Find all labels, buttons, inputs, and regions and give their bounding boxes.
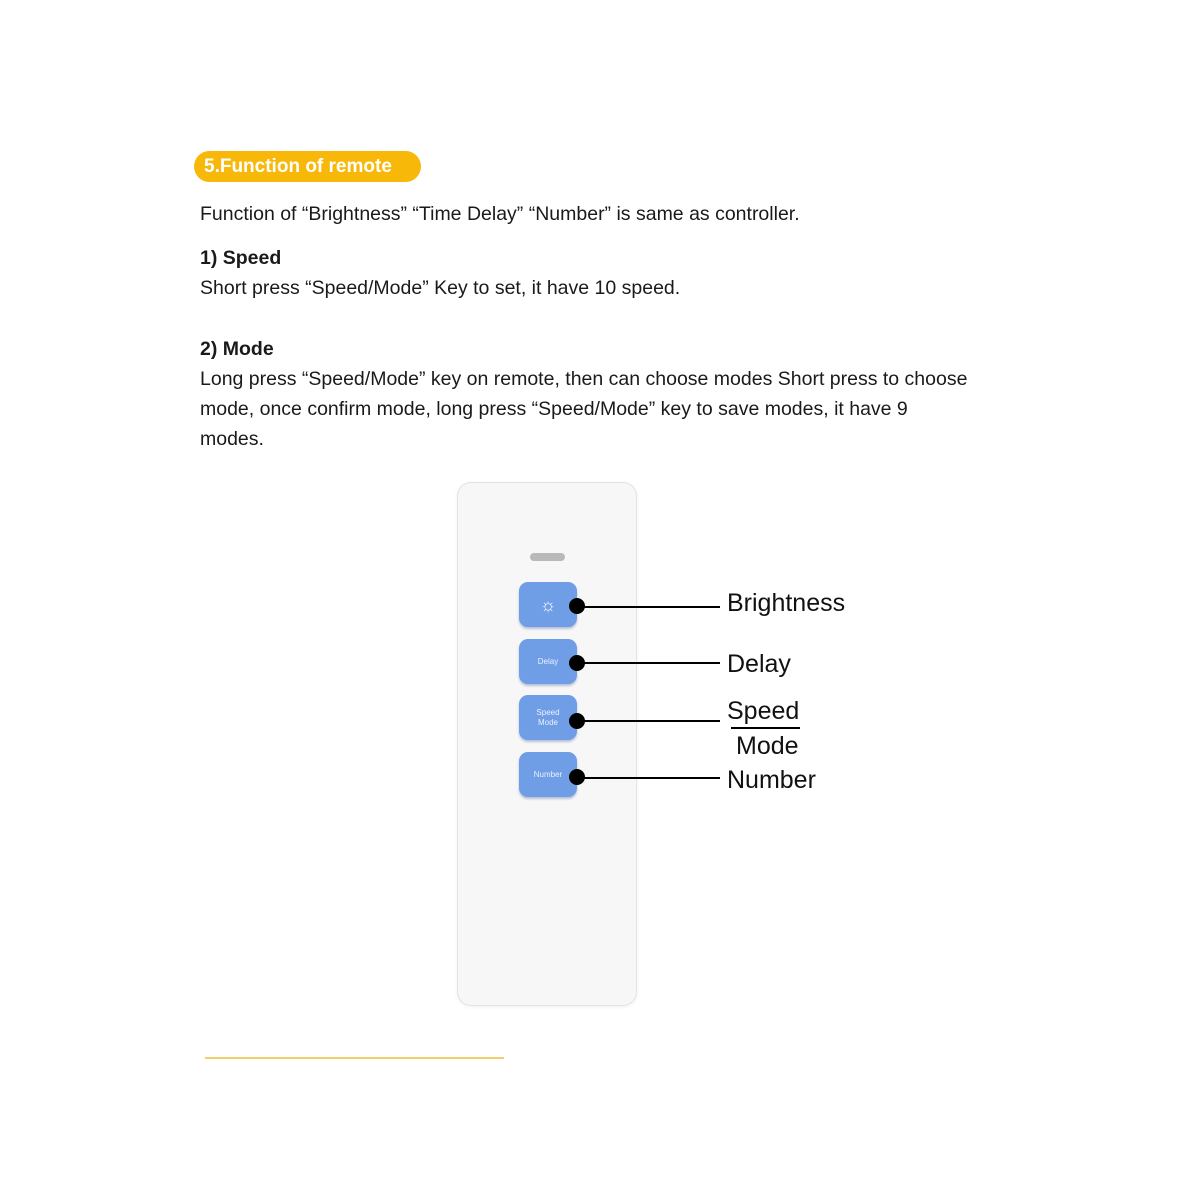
delay-button-label: Delay <box>537 656 559 666</box>
speed-description: Short press “Speed/Mode” Key to set, it have 10 speed. <box>200 277 681 299</box>
led-indicator <box>530 553 565 561</box>
delay-callout: Delay <box>727 650 791 678</box>
speed-callout: Speed <box>727 697 800 725</box>
section-badge: 5.Function of remote <box>194 151 421 182</box>
mode-heading: 2) Mode <box>200 338 274 360</box>
mode-button-label: Mode <box>537 717 558 727</box>
intro-text: Function of “Brightness” “Time Delay” “Number” is same as controller. <box>200 203 800 225</box>
speed-button-label: Speed <box>536 707 560 717</box>
number-callout: Number <box>727 766 816 794</box>
number-leader-line <box>577 777 720 779</box>
mode-callout: Mode <box>736 732 799 760</box>
sun-icon: ☼ <box>539 594 557 615</box>
delay-leader-line <box>577 662 720 664</box>
speed-mode-button <box>519 695 577 740</box>
footer-rule <box>205 1057 504 1059</box>
mode-description: Long press “Speed/Mode” key on remote, then can choose modes Short press to choose mode, once confirm mode, long press “Speed/Mode” key to save modes, it have 9 modes. <box>200 368 968 450</box>
brightness-leader-line <box>577 606 720 608</box>
speed-mode-divider <box>731 727 800 729</box>
speed-mode-leader-line <box>577 720 720 722</box>
brightness-callout: Brightness <box>727 589 846 617</box>
speed-heading: 1) Speed <box>200 247 282 269</box>
number-button-label: Number <box>533 769 563 779</box>
